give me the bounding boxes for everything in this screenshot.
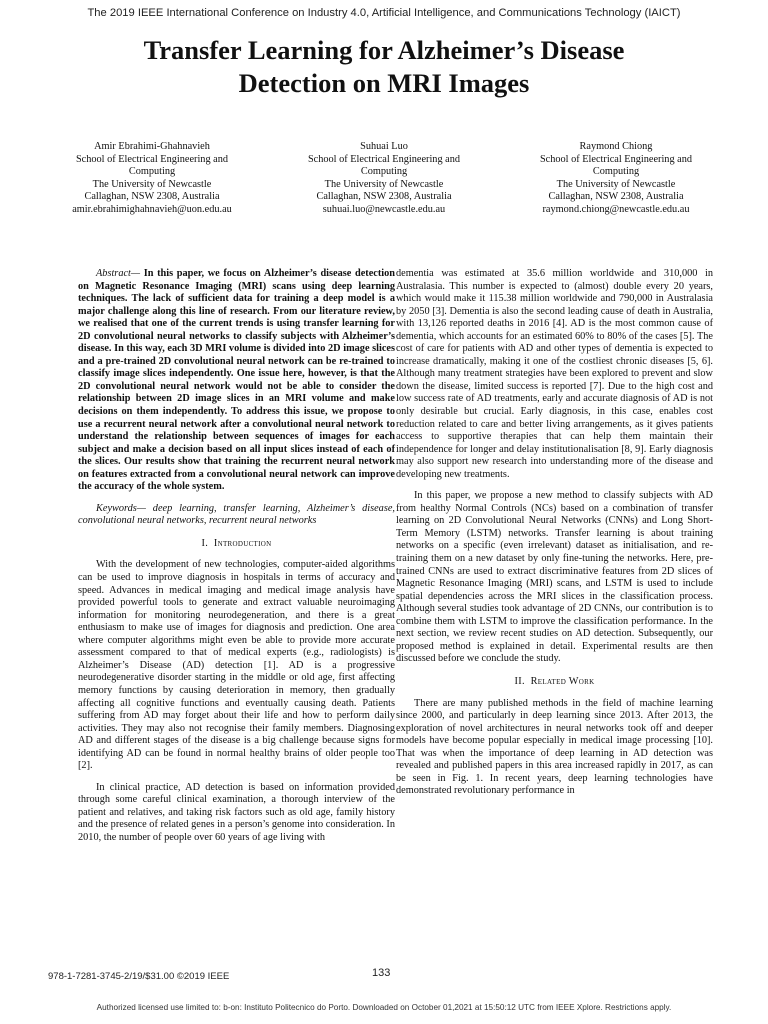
author-email: amir.ebrahimighahnavieh@uon.edu.au [72,203,232,215]
section-number: II. [514,675,525,687]
author-dept: School of Electrical Engineering and [75,153,229,165]
author-block-2 [272,141,496,217]
author-address: Callaghan, NSW 2308, Australia [548,191,684,203]
author-block-3 [504,141,728,217]
author-dept: School of Electrical Engineering and [307,153,461,165]
section-heading-introduction [78,538,395,551]
author-dept-cont: Computing [128,166,176,178]
copyright-line: 978-1-7281-3745-2/19/$31.00 ©2019 IEEE [48,971,230,982]
conference-header: The 2019 IEEE International Conference on Industry 4.0, Artificial Intelligence, and Communications Technology (IAICT) [87,7,681,19]
author-name: Amir Ebrahimi-Ghahnavieh [94,141,210,152]
intro-paragraph-3: In this paper, we propose a new method to classify subjects with AD from healthy Normal Controls (NCs) based on a combination of transfer learning on 2D Convolutional Neural Networks (CNNs) and Long Short-Term Memory (LSTM) networks. Transfer learning is about training networks on a specific (even irrelevant) dataset as initialisation, and re-training them on a new dataset by only fine-tuning the networks. Here, pre-trained CNNs are used to extract discriminative features from 2D slices of Magnetic Resonance Imaging (MRI) scans, and LSTM is used to include spatial dependencies across the MRI slices in the classification process. Although several studies took advantage of 2D CNNs, our contribution is to combine them with LSTM to improve the classification performance. In the next section, we review recent studies on AD detection. Subsequently, our proposed method is explained in detail. Experimental results are then discussed before we conclude the study. [396,490,713,665]
related-paragraph-1: There are many published methods in the field of machine learning since 2000, and particularly in deep learning since 2013. After 2013, the exploration of novel architectures in neural networks took off and deeper models have become popular especially in medical image processing [10]. That was when the importance of deep learning in AD detection was revealed and published papers in this area increased rapidly in 2017, as can be seen in Fig. 1. In recent years, deep learning technologies have demonstrated revolutionary performance in [396,697,713,797]
keywords: Keywords— deep learning, transfer learning, Alzheimer’s disease, convolutional neural networks, recurrent neural networks [78,502,395,527]
author-address: Callaghan, NSW 2308, Australia [316,191,452,203]
section-number: I. [201,537,209,549]
section-title: Related Work [530,675,595,687]
license-notice: Authorized licensed use limited to: b-on: Instituto Politecnico do Porto. Downloaded on October 01,2021 at 15:50:12 UTC from IEEE Xplore. Restrictions apply. [96,1003,672,1012]
page-number: 133 [372,967,391,979]
paper-title-line-1: Transfer Learning for Alzheimer’s Disease [143,35,625,65]
author-block-1 [40,141,264,217]
author-dept-cont: Computing [360,166,408,178]
author-name: Raymond Chiong [579,141,653,152]
abstract-lead: Abstract— [96,268,141,279]
paper-title [40,34,728,100]
left-column [78,268,395,845]
author-dept-cont: Computing [592,166,640,178]
author-university: The University of Newcastle [556,178,676,190]
author-email: suhuai.luo@newcastle.edu.au [322,203,446,215]
intro-paragraph-2-cont: dementia was estimated at 35.6 million worldwide and 310,000 in Australasia. This number is expected to (almost) double every 20 years, which would make it 115.38 million worldwide and 790,000 in Australasia by 2050 [3]. Dementia is also the second leading cause of death in Australia, with 13,126 reported deaths in 2016 [4]. AD is the most common cause of dementia, which accounts for an estimated 60% to 80% of the cases [5]. The cost of care for patients with AD and other types of dementia is expected to increase dramatically, making it one of the costliest chronic diseases [5, 6]. Although many treatment strategies have been explored to prevent and slow down the disease, limited success is reported [7]. Due to the high cost and low success rate of AD treatments, early and accurate diagnosis of AD is not only desirable but crucial. Early diagnosis, in this case, enables cost reduction related to care and better living arrangements, as it gives patients access to supportive therapies that can help them maintain their independence for longer and delay institutionalisation [8, 9]. Early diagnosis may also support new research into understanding more of the disease and developing new treatments. [396,268,713,480]
author-university: The University of Newcastle [324,178,444,190]
author-email: raymond.chiong@newcastle.edu.au [542,203,690,215]
intro-paragraph-1: With the development of new technologies, computer-aided algorithms can be used to improve diagnosis in hospitals in terms of accuracy and speed. Advances in medical imaging and medical image analysis have provided powerful tools to generate and extract valuable neuroimaging information for monitoring neurodegeneration, and there is a great enthusiasm to make use of images for diagnosis and prediction. One area where computer algorithms might even be able to provide more accurate assessment compared to that of medical experts (e.g., radiologists) is Alzheimer’s Disease (AD) detection [1]. AD is a progressive neurodegenerative disorder starting in the middle or old age, first affecting memory functions by causing deterioration in memory, then gradually affecting all cognitive functions and eventually causing death. Patients suffering from AD may forget about their life and how to perform daily activities. They may also not recognise their family members. Diagnosing AD and different stages of the disease is a big challenge because signs for identifying AD can be found in normal healthy brains of older people too [2]. [78,559,395,772]
author-university: The University of Newcastle [92,178,212,190]
abstract [78,268,395,494]
right-column [396,268,713,798]
intro-paragraph-2-start: In clinical practice, AD detection is based on information provided through some careful clinical examination, a thorough interview of the patient and relatives, and taking risk factors such as old age, family history and the presence of related genes in a person’s genome into consideration. In 2010, the number of people over 60 years of age living with [78,781,395,843]
abstract-text: In this paper, we focus on Alzheimer’s disease detection on Magnetic Resonance Imaging (MRI) scans using deep learning techniques. The lack of sufficient data for training a deep model is a major challenge along this line of research. From our literature review, we realised that one of the current trends is using transfer learning for 2D convolutional neural networks to classify subjects with Alzheimer’s disease. In this way, each 3D MRI volume is divided into 2D image slices and a pre-trained 2D convolutional neural network can be re-trained to classify image slices independently. One issue here, however, is that the 2D convolutional neural network would not be able to consider the relationship between 2D image slices in an MRI volume and make decisions on them independently. To address this issue, we propose to use a recurrent neural network after a convolutional neural network to understand the relationship between sequences of images for each subject and make a decision based on all input slices instead of each of the slices. Our results show that training the recurrent neural network on features extracted from a convolutional neural network can improve the accuracy of the whole system. [78,268,395,493]
section-title: Introduction [213,537,272,549]
section-heading-related-work [396,676,713,689]
author-name: Suhuai Luo [360,141,408,152]
author-address: Callaghan, NSW 2308, Australia [84,191,220,203]
author-dept: School of Electrical Engineering and [539,153,693,165]
paper-title-line-2: Detection on MRI Images [238,68,530,98]
